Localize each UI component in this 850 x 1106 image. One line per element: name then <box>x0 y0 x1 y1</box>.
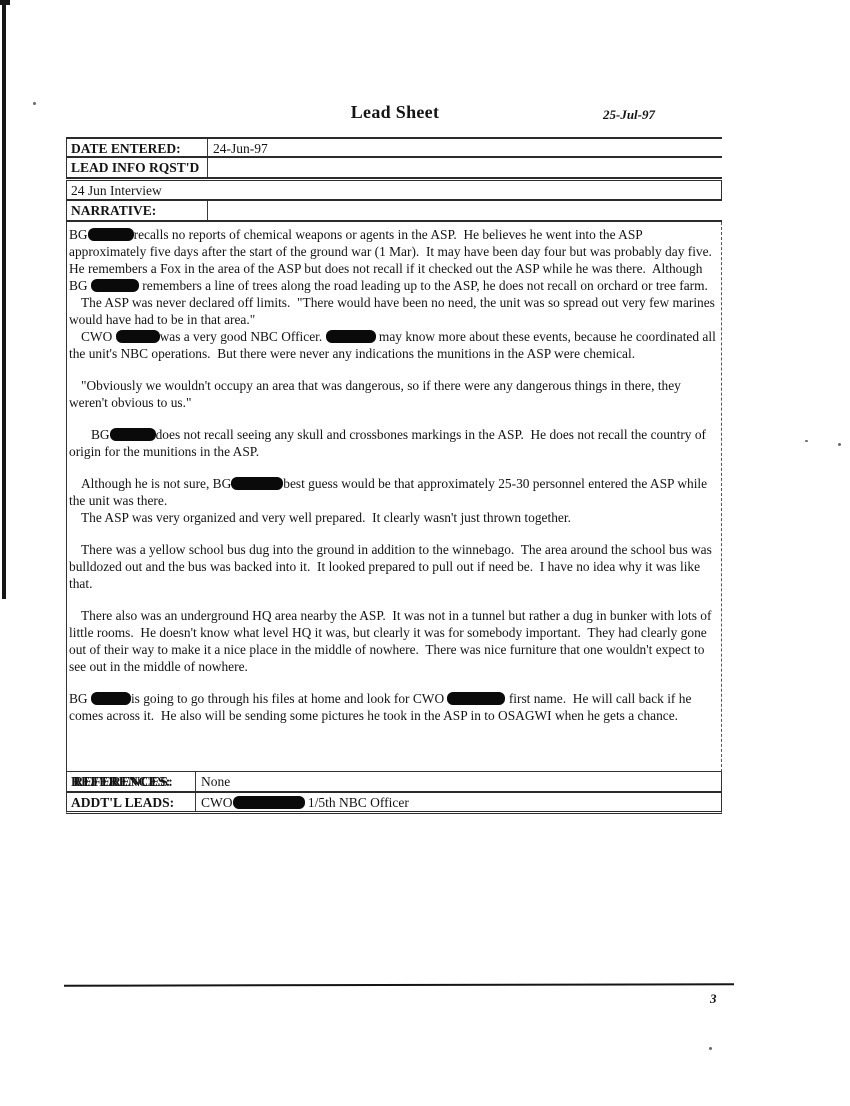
narrative-paragraph: BG is going to go through his files at home and look for CWO first name. He will call back if he comes across it. He also will be sending some pictures he took in the ASP in to OSAGWI when he gets a chance. <box>69 691 695 723</box>
narrative-paragraph: BG recalls no reports of chemical weapons or agents in the ASP. He believes he went into the ASP approximately five days after the start of the ground war (1 Mar). It may have been day four but was probably day five. He remembers a Fox in the area of the ASP but does not recall if it checked out the ASP while he was there. Although BG remembers a line of trees along the road leading up to the ASP, he does not recall on orchard or tree farm. <box>69 227 719 293</box>
form-row-lead-info <box>66 158 722 179</box>
header-date: 25-Jul-97 <box>603 107 655 122</box>
narrative-paragraph: BG does not recall seeing any skull and crossbones markings in the ASP. He does not recall the country of origin for the munitions in the ASP. <box>69 427 710 459</box>
redaction-box <box>88 228 134 241</box>
form-row-addtl-leads <box>66 793 722 814</box>
narrative-paragraph: The ASP was never declared off limits. "There would have been no need, the unit was so spread out very few marines would have had to be in that area." <box>69 295 719 327</box>
lead-sheet-form <box>66 137 722 814</box>
scan-edge-artifact <box>2 0 6 599</box>
redaction-box <box>91 279 139 292</box>
narrative-paragraph: Although he is not sure, BG best guess would be that approximately 25-30 personnel entered the ASP while the unit was there. <box>69 476 711 508</box>
narrative-label: NARRATIVE: <box>67 201 208 220</box>
form-row-date-entered <box>66 137 722 158</box>
form-row-references <box>66 772 722 793</box>
redaction-box <box>326 330 376 343</box>
page-title: Lead Sheet <box>350 102 440 122</box>
scan-speck <box>709 1047 712 1050</box>
form-row-narrative <box>66 201 722 222</box>
redaction-box <box>116 330 160 343</box>
narrative-paragraph: There was a yellow school bus dug into the ground in addition to the winnebago. The area around the school bus was bulldozed out and the bus was backed into it. It looked prepared to pull out if need be. I have no idea why it was like that. <box>69 542 716 591</box>
narrative-paragraphs <box>66 222 722 772</box>
narrative-paragraph: The ASP was very organized and very well prepared. It clearly wasn't just thrown together. <box>81 510 571 525</box>
redaction-box <box>231 477 283 490</box>
addtl-leads-value: CWO 1/5th NBC Officer <box>201 795 409 810</box>
lead-info-value <box>208 158 722 177</box>
scan-speck <box>805 440 808 442</box>
narrative-paragraph: CWO was a very good NBC Officer. may know more about these events, because he coordinated all the unit's NBC operations. But there were never any indications the munitions in the ASP were chemical. <box>69 329 720 361</box>
redaction-box <box>447 692 505 705</box>
scan-speck <box>33 102 36 105</box>
references-value: None <box>201 774 231 789</box>
scan-speck <box>838 443 841 446</box>
interview-value: 24 Jun Interview <box>71 183 162 198</box>
redaction-box <box>233 796 305 809</box>
narrative-paragraph: "Obviously we wouldn't occupy an area that was dangerous, so if there were any dangerous things in there, they weren't obvious to us." <box>69 378 685 410</box>
footer-rule <box>64 983 734 986</box>
date-entered-value: 24-Jun-97 <box>213 141 268 156</box>
form-row-interview <box>66 180 722 201</box>
page-number: 3 <box>710 991 717 1006</box>
redaction-box <box>110 428 156 441</box>
narrative-paragraph: There also was an underground HQ area nearby the ASP. It was not in a tunnel but rather a dug in bunker with lots of little rooms. He doesn't know what level HQ it was, but clearly it was for somebody important. They had clearly gone out of their way to make it a nice place in the middle of nowhere. There was nice furniture that one wouldn't expect to see out in the middle of nowhere. <box>69 608 715 674</box>
references-label: REFERENCES: <box>67 772 196 791</box>
date-entered-label: DATE ENTERED: <box>67 139 208 156</box>
scan-edge-artifact <box>0 0 10 5</box>
redaction-box <box>91 692 131 705</box>
narrative-header-value <box>208 201 722 220</box>
lead-info-label: LEAD INFO RQST'D <box>67 158 208 177</box>
addtl-leads-label: ADDT'L LEADS: <box>67 793 196 811</box>
